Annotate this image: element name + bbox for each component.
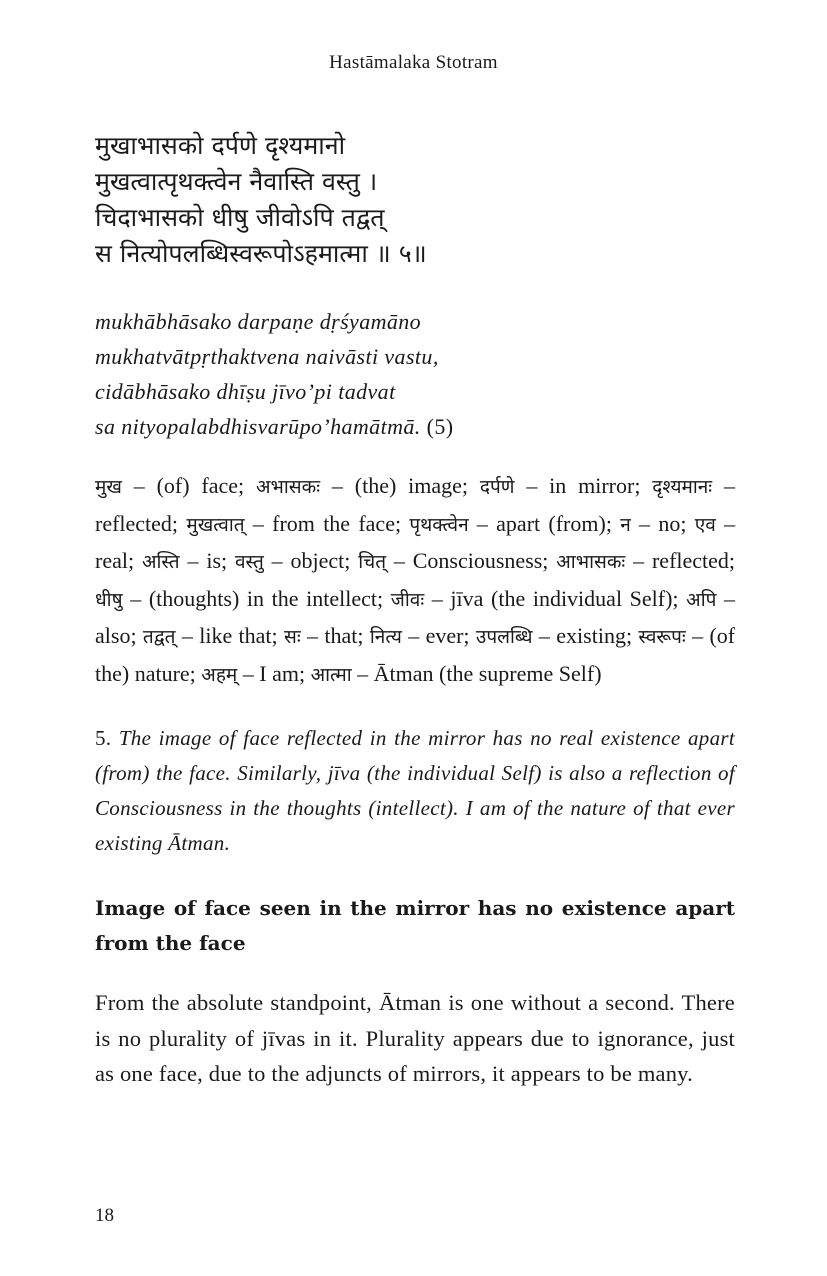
glossary-entry: दर्पणे – in mirror; (479, 473, 641, 498)
glossary-sanskrit-word: अपि (686, 588, 717, 611)
glossary-meaning: jīva (the individual Self); (450, 585, 679, 611)
glossary-entry: अपि – also; (95, 585, 736, 648)
glossary-entry: अहम् – I am; (201, 660, 306, 686)
glossary-sanskrit-word: पृथक्त्वेन (409, 513, 469, 536)
glossary-sanskrit-word: चित् (358, 551, 387, 573)
verse-transliteration-last: sa nityopalabdhisvarūpo’hamātmā. (95, 414, 421, 439)
word-glossary (95, 468, 735, 693)
page-number: 18 (95, 1205, 114, 1226)
glossary-meaning: no; (658, 510, 687, 536)
glossary-meaning: (the) image; (354, 473, 469, 498)
glossary-sanskrit-word: दृश्यमानः (652, 476, 713, 498)
body-paragraph: From the absolute standpoint, Ātman is one without a second. There is no plurality of jīvas in it. Plurality appears due to ignorance, just as one face, due to the adjuncts of mirrors, it appears to be many. (95, 990, 735, 1086)
page-content (95, 128, 735, 1092)
glossary-entry: पृथक्त्वेन – apart (from); (409, 510, 612, 536)
glossary-sanskrit-word: अहम् (201, 663, 238, 686)
glossary-meaning: (thoughts) in the intellect; (148, 585, 384, 611)
glossary-sanskrit-word: आभासकः (556, 551, 626, 573)
glossary-entry: उपलब्धि – existing; (475, 623, 633, 648)
glossary-entry: नित्य – ever; (369, 623, 470, 648)
verse-devanagari-line: मुखाभासको दर्पणे दृश्यमानो (95, 131, 346, 160)
verse-number-label: (5) (426, 414, 454, 439)
translation-text: The image of face reflected in the mirror has no real existence apart (from) the face. Similarly, jīva (the individual Self) is also a reflection of Consciousness in the thoughts (intellect). I am of the nature of that ever existing Ātman. (95, 726, 735, 855)
verse-transliteration (95, 304, 735, 444)
glossary-entry: तद्वत् – like that; (142, 623, 278, 648)
glossary-sanskrit-word: सः (284, 626, 301, 648)
glossary-sanskrit-word: एव (694, 513, 716, 536)
glossary-entry: वस्तु – object; (234, 548, 351, 573)
glossary-entry: मुख – (of) face; (95, 473, 245, 498)
glossary-entry: अस्ति – is; (141, 548, 228, 573)
verse-devanagari-line: चिदाभासको धीषु जीवोऽपि तद्वत् (95, 203, 385, 232)
verse-devanagari-line: स नित्योपलब्धिस्वरूपोऽहमात्मा ॥ ५॥ (95, 239, 427, 268)
glossary-entry: मुखत्वात् – from the face; (186, 510, 402, 536)
glossary-entry: अभासकः – (the) image; (256, 473, 469, 498)
glossary-sanskrit-word: तद्वत् (142, 626, 176, 648)
glossary-entry: एव – real; (95, 510, 736, 573)
glossary-meaning: is; (206, 548, 228, 573)
glossary-entry: दृश्यमानः – reflected; (95, 473, 735, 536)
verse-devanagari (95, 128, 735, 272)
verse-transliteration-line (95, 409, 735, 444)
glossary-meaning: (of the) nature; (95, 623, 736, 686)
glossary-sanskrit-word: मुख (95, 476, 122, 498)
glossary-entry: न – no; (620, 510, 687, 536)
glossary-entry: धीषु – (thoughts) in the intellect; (95, 585, 384, 611)
glossary-meaning: existing; (556, 623, 633, 648)
glossary-sanskrit-word: आत्मा (310, 663, 352, 686)
glossary-meaning: also; (95, 623, 137, 648)
verse-devanagari-line: मुखत्वात्पृथक्त्वेन नैवास्ति वस्तु । (95, 167, 378, 196)
glossary-sanskrit-word: दर्पणे (479, 476, 515, 498)
glossary-sanskrit-word: नित्य (369, 626, 402, 648)
glossary-sanskrit-word: मुखत्वात् (186, 513, 245, 536)
glossary-entry: चित् – Consciousness; (358, 548, 549, 573)
glossary-meaning: I am; (259, 660, 306, 686)
glossary-entry: जीवः – jīva (the individual Self); (390, 585, 679, 611)
glossary-entry: आभासकः – reflected; (556, 548, 736, 573)
glossary-entry: सः – that; (284, 623, 364, 648)
glossary-meaning: reflected; (95, 510, 179, 536)
glossary-sanskrit-word: न (620, 513, 631, 536)
glossary-sanskrit-word: जीवः (390, 588, 425, 611)
glossary-sanskrit-word: अभासकः (256, 476, 321, 498)
glossary-meaning: in mirror; (549, 473, 641, 498)
glossary-meaning: object; (290, 548, 351, 573)
glossary-meaning: reflected; (651, 548, 736, 573)
running-head: Hastāmalaka Stotram (329, 52, 498, 73)
glossary-meaning: Ātman (the supreme Self) (373, 660, 602, 686)
verse-transliteration-line: cidābhāsako dhīṣu jīvo’pi tadvat (95, 379, 396, 404)
glossary-entry: स्वरूपः – (of the) nature; (95, 623, 736, 686)
glossary-sanskrit-word: अस्ति (141, 551, 180, 573)
verse-transliteration-line: mukhatvātpṛthaktvena naivāsti vastu, (95, 344, 439, 369)
glossary-sanskrit-word: धीषु (95, 588, 123, 611)
glossary-meaning: real; (95, 548, 135, 573)
glossary-meaning: apart (from); (496, 510, 612, 536)
glossary-meaning: (of) face; (156, 473, 245, 498)
glossary-meaning: ever; (425, 623, 470, 648)
glossary-sanskrit-word: वस्तु (234, 551, 264, 573)
glossary-sanskrit-word: स्वरूपः (638, 626, 686, 648)
glossary-meaning: from the face; (272, 510, 402, 536)
glossary-meaning: that; (324, 623, 364, 648)
glossary-entry: आत्मा – Ātman (the supreme Self) (310, 660, 602, 686)
glossary-sanskrit-word: उपलब्धि (475, 626, 533, 648)
section-heading: Image of face seen in the mirror has no existence apart from the face (95, 896, 735, 955)
verse-translation (95, 721, 735, 861)
glossary-meaning: Consciousness; (412, 548, 549, 573)
glossary-meaning: like that; (199, 623, 278, 648)
verse-transliteration-line: mukhābhāsako darpaṇe dṛśyamāno (95, 309, 422, 334)
translation-number: 5. (95, 726, 112, 750)
